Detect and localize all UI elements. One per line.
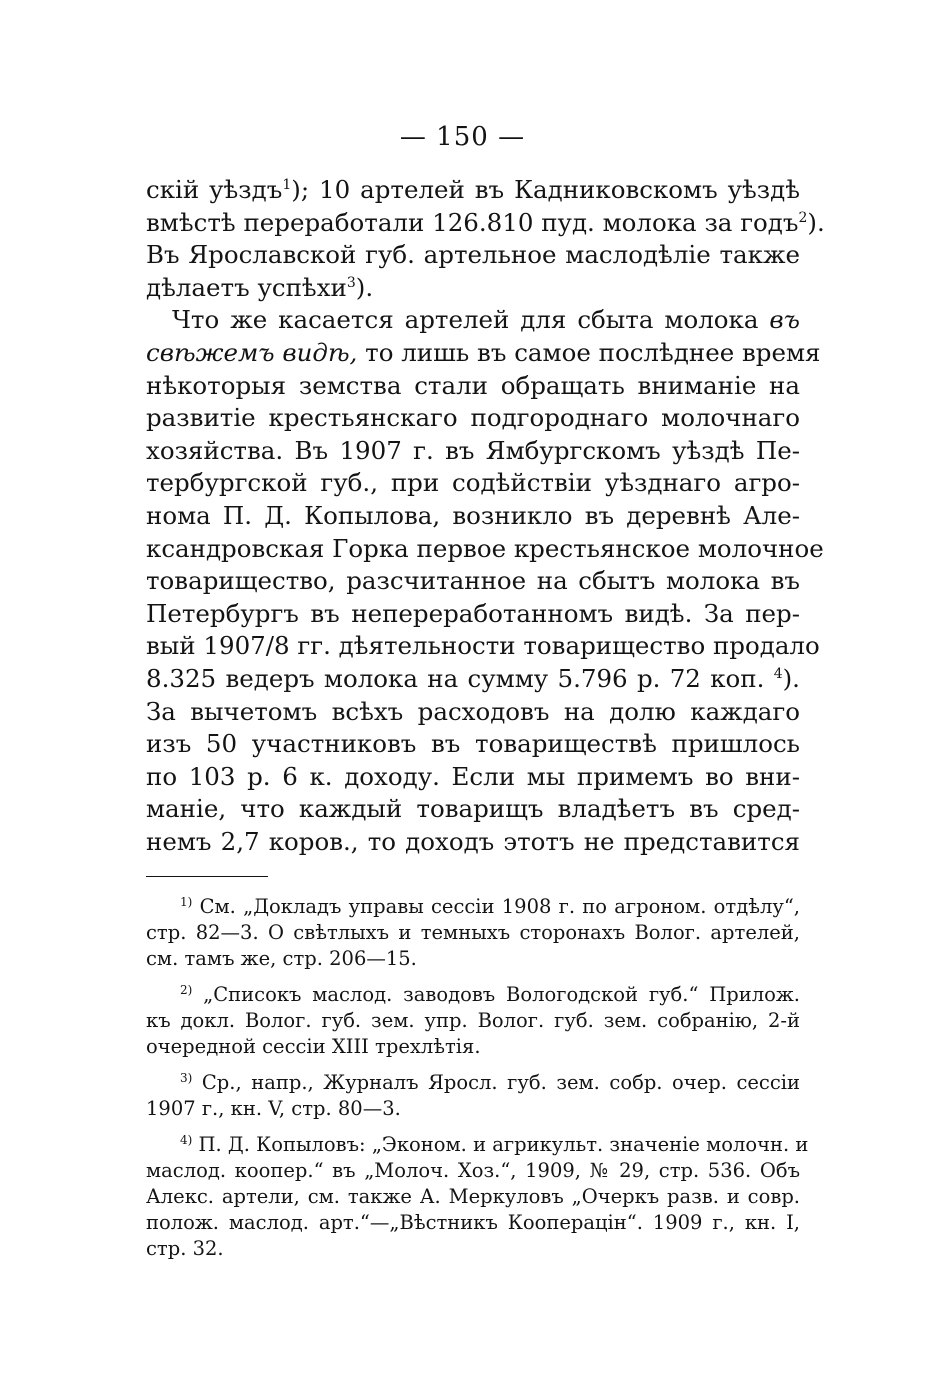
footnotes [146,894,809,1262]
text-line: немъ 2,7 коров., то доходъ этотъ не представится [146,826,800,856]
footnote-ref: 4 [773,665,783,682]
main-text [146,174,825,858]
footnote-mark: 1) [180,895,193,909]
footnote-line: маслод. коопер.“ въ „Молоч. Хоз.“, 1909, № 29, стр. 536. Объ [146,1159,800,1182]
text-line: скій уѣздъ$^1$); 10 артелей въ Кадниковскомъ уѣздѣ [146,175,800,204]
footnote-ref: 1 [282,177,292,193]
text-line: товарищество, разсчитанное на сбытъ молока въ [146,566,800,596]
footnote-line: къ докл. Волог. губ. зем. упр. Волог. губ. зем. собранію, 2-й [146,1009,800,1032]
footnote-divider [146,876,268,877]
footnote-line: см. тамъ же, стр. 206—15. [146,947,417,970]
text-line: Въ Ярославской губ. артельное маслодѣліе также [146,240,800,270]
page-number: — 150 — [399,122,526,152]
footnote-line: 1907 г., кн. V, стр. 80—3. [146,1097,401,1120]
text-line: Что же касается артелей для сбыта молока въ [172,305,800,335]
footnote-line: полож. маслод. арт.“—„Вѣстникъ Кооперацін“. 1909 г., кн. I, [146,1211,800,1234]
text-line: хозяйства. Въ 1907 г. въ Ямбургскомъ уѣздѣ Пе- [146,435,800,465]
text-line: 8.325 ведеръ молока на сумму 5.796 р. 72 коп. $^4$). [146,663,800,693]
footnote-line: $^{2)}$ „Списокъ маслод. заводовъ Вологодской губ.“ Прилож. [180,983,801,1006]
footnote-line: стр. 82—3. О свѣтлыхъ и темныхъ сторонахъ Волог. артелей, [146,921,800,944]
footnote-mark: 2) [180,983,193,997]
text-line: Петербургъ въ непереработанномъ видѣ. За пер- [146,598,800,628]
text-line: вмѣстѣ переработали 126.810 пуд. молока за годъ$^2$). [146,207,825,237]
footnote-line: стр. 32. [146,1237,224,1260]
text-line: ксандровская Горка первое крестьянское молочное [146,533,824,563]
footnote-mark: 3) [180,1071,193,1085]
text-line: дѣлаетъ успѣхи$^3$). [146,272,374,302]
text-line: изъ 50 участниковъ въ товариществѣ пришлось [146,729,800,759]
text-line: свѣжемъ видѣ, то лишь въ самое послѣднее время [146,337,821,367]
text-line: За вычетомъ всѣхъ расходовъ на долю каждаго [146,696,800,726]
text-line: тербургской губ., при содѣйствіи уѣзднаго агро- [146,468,800,498]
text-line: вый 1907/8 гг. дѣятельности товарищество продало [146,631,820,661]
footnote-line: $^{1)}$ См. „Докладъ управы сессіи 1908 г. по агроном. отдѣлу“, [180,895,800,918]
text-line: маніе, что каждый товарищъ владѣетъ въ сред- [146,794,800,824]
footnote-ref: 2 [798,209,808,226]
text-line: нѣкоторыя земства стали обращать вниманіе на [146,370,800,400]
footnote-line: очередной сессіи XIII трехлѣтія. [146,1035,481,1058]
text-line: по 103 р. 6 к. доходу. Если мы примемъ во вни- [146,761,800,791]
footnote-ref: 3 [346,274,356,291]
footnote-mark: 4) [180,1133,193,1147]
footnote-line: Алекс. артели, см. также А. Меркуловъ „Очеркъ разв. и совр. [146,1185,800,1208]
footnote-line: $^{3)}$ Ср., напр., Журналъ Яросл. губ. зем. собр. очер. сессіи [180,1071,800,1094]
text-line: нома П. Д. Копылова, возникло въ деревнѣ Але- [146,500,800,530]
text-line: развитіе крестьянскаго подгороднаго молочнаго [146,403,800,433]
footnote-line: $^{4)}$ П. Д. Копыловъ: „Эконом. и агрикульт. значеніе молочн. и [180,1133,809,1156]
